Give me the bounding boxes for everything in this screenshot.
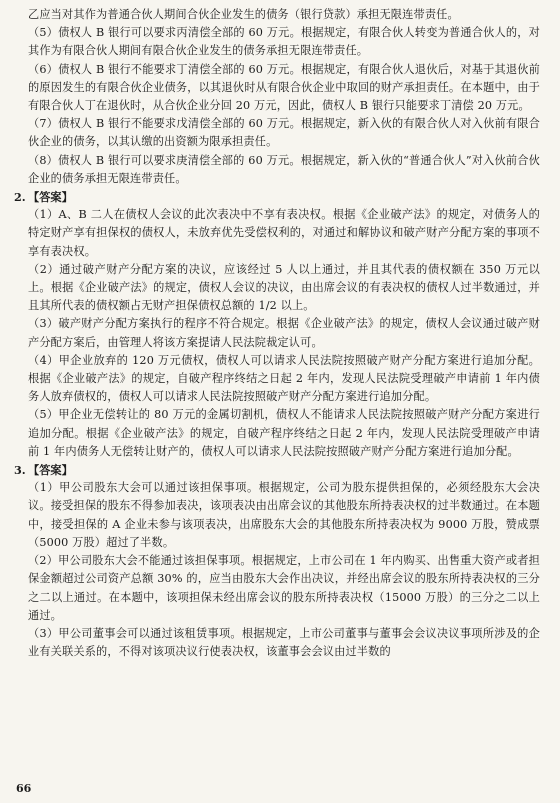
paragraph: （6）债权人 B 银行不能要求丁清偿全部的 60 万元。根据规定，有限合伙人退伙后，对基于其退伙前的原因发生的有限合伙企业债务，以其退伙时从有限合伙企业中取回的财产承担责任。在本题中，由于有限合伙人丁在退伙时，从合伙企业分回 20 万元，因此，债权人 B 银行只能要求丁清偿 20 万元。	[28, 62, 540, 113]
answer-item: （2）甲公司股东大会不能通过该担保事项。根据规定，上市公司在 1 年内购买、出售重大资产或者担保金额超过公司资产总额 30% 的，应当由股东大会作出决议，并经出席会议的股东所持表决权的三分之二以上通过。在本题中，该项担保未经出席会议的股东所持表决权（15000 万股）的三分之二以上通过。	[28, 554, 540, 622]
paragraph: 乙应当对其作为普通合伙人期间合伙企业发生的债务（银行贷款）承担无限连带责任。	[28, 8, 459, 21]
answer-item: （5）甲企业无偿转让的 80 万元的金属切割机，债权人不能请求人民法院按照破产财产分配方案进行追加分配。根据《企业破产法》的规定，自破产程序终结之日起 2 年内，发现人民法院受理破产申请前 1 年内债务人无偿转让财产的，债权人可以请求人民法院按照破产财产分配方案进行追加分配。	[28, 408, 540, 458]
section-title: 【答案】	[28, 463, 73, 478]
page-number: 66	[16, 782, 32, 795]
paragraph: （5）债权人 B 银行可以要求丙清偿全部的 60 万元。根据规定，有限合伙人转变为普通合伙人的，对其作为有限合伙人期间有限合伙企业发生的债务承担无限连带责任。	[28, 26, 540, 58]
answer-item: （2）通过破产财产分配方案的决议，应该经过 5 人以上通过，并且其代表的债权额在 350 万元以上。根据《企业破产法》的规定，债权人会议的决议，由出席会议的有表决权的债权人过半数通过，并且其所代表的债权额占无财产担保债权总额的 1/2 以上。	[28, 262, 540, 313]
document-page	[14, 6, 540, 661]
answer-item: （1）甲公司股东大会可以通过该担保事项。根据规定，公司为股东提供担保的，必须经股东大会决议。接受担保的股东不得参加表决，该项表决由出席会议的其他股东所持表决权的过半数通过。在本题中，接受担保的 A 企业未参与该项表决，出席股东大会的其他股东所持表决权为 9000 万股，赞成票（5000 万股）超过了半数。	[28, 481, 540, 549]
answer-item: （3）甲公司董事会可以通过该租赁事项。根据规定，上市公司董事与董事会会议决议事项所涉及的企业有关联关系的，不得对该项决议行使表决权，该董事会会议由过半数的	[28, 626, 540, 659]
section-heading-2	[14, 188, 540, 206]
section-number: 2.	[14, 190, 26, 205]
answer-item: （1）A、B 二人在债权人会议的此次表决中不享有表决权。根据《企业破产法》的规定，对债务人的特定财产享有担保权的债权人，未放弃优先受偿权利的，对通过和解协议和破产财产分配方案的事项不享有表决权。	[28, 208, 540, 258]
section-title: 【答案】	[28, 190, 73, 205]
section-number: 3.	[14, 463, 26, 478]
answer-item: （4）甲企业放弃的 120 万元债权，债权人可以请求人民法院按照破产财产分配方案进行追加分配。根据《企业破产法》的规定，自破产程序终结之日起 2 年内，发现人民法院受理破产申请前 1 年内债务人放弃债权的，债权人可以请求人民法院按照破产财产分配方案进行追加分配。	[28, 353, 540, 404]
paragraph: （8）债权人 B 银行可以要求庚清偿全部的 60 万元。根据规定，新入伙的“普通合伙人”对入伙前合伙企业的债务承担无限连带责任。	[28, 153, 540, 185]
answer-item: （3）破产财产分配方案执行的程序不符合规定。根据《企业破产法》的规定，债权人会议通过破产财产分配方案后，由管理人将该方案提请人民法院裁定认可。	[28, 317, 540, 349]
section-heading-3	[14, 461, 540, 479]
paragraph: （7）债权人 B 银行不能要求戊清偿全部的 60 万元。根据规定，新入伙的有限合伙人对入伙前有限合伙企业的债务，以其认缴的出资额为限承担责任。	[28, 117, 540, 149]
